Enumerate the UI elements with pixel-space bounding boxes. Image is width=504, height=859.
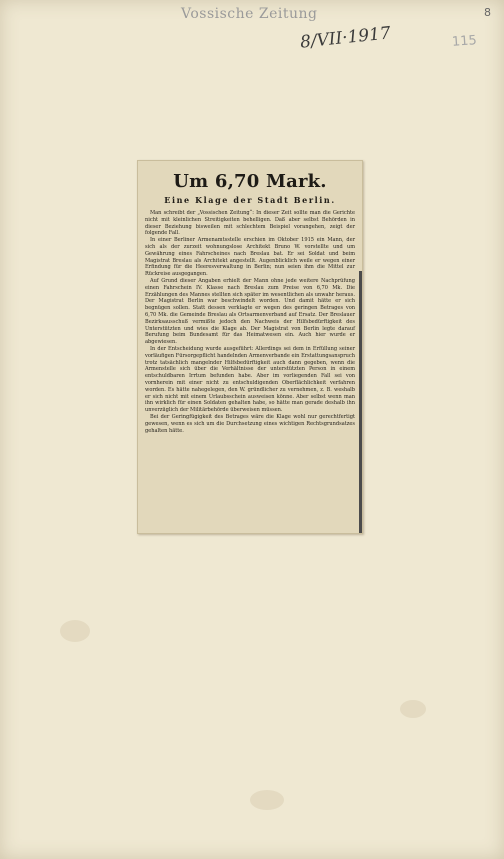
article-paragraph: Auf Grund dieser Angaben erhielt der Mann ohne jede weitere Nachprüfung einen Fahrschein IV. Klasse nach Breslau zum Preise von 6,70 Mk. Die Erzählungen des Mannes stellten sich später im wesentlichen als unwahr heraus. Der Magistrat Berlin war beschwindelt worden. Und damit hätte er sich begnügen sollen. Statt dessen verklagte er wegen des geringen Betrages von 6,70 Mk. die Gemeinde Breslau als Ortsarmenverband auf Ersatz. Der Breslauer Bezirksausschuß vermißte jedoch den Nachweis der Hilfsbedürftigkeit des Unterstützten und wies die Klage ab. Der Magistrat von Berlin legte darauf Berufung beim Bundesamt für das Heimatwesen ein. Auch hier wurde er abgewiesen. bbox=[145, 277, 355, 346]
corner-mark: 8 bbox=[484, 6, 491, 19]
handwritten-date: 8/VII·1917 bbox=[299, 23, 392, 53]
column-rule bbox=[359, 271, 362, 533]
article-body bbox=[145, 210, 355, 434]
paper-stain bbox=[400, 700, 426, 718]
paper-stain bbox=[60, 620, 90, 642]
article-subheadline: Eine Klage der Stadt Berlin. bbox=[164, 195, 336, 205]
folio-number: 115 bbox=[451, 33, 478, 50]
article-headline: Um 6,70 Mark. bbox=[173, 171, 327, 192]
article-paragraph: Man schreibt der „Vossischen Zeitung“: In dieser Zeit sollte man die Gerichte nicht mit kleinlichen Streitigkeiten behelligen. Daß aber selbst Behörden in dieser Beziehung bisweilen mit schlechtem Beispiel vorangehen, zeigt der folgende Fall. bbox=[145, 210, 355, 237]
article-paragraph: Bei der Geringfügigkeit des Betrages wäre die Klage wohl nur gerechtfertigt gewesen, wenn es sich um die Durchsetzung eines wichtigen Rechtsgrundsatzes gehalten hätte. bbox=[145, 413, 355, 434]
article-paragraph: In der Entscheidung wurde ausgeführt: Allerdings sei dem in Erfüllung seiner vorläufigen Fürsorgepflicht handelnden Armenverbande ein Erstattungsanspruch trotz tatsächlich mangelnder Hilfsbedürftigkeit auch dann gegeben, wenn die Armenstelle sich über die Verhältnisse der unterstützten Person in einem entschuldbaren Irrtum befunden habe. Aber im vorliegenden Fall sei von vornherein mit einer nicht zu entschuldigenden Oberflächlichkeit verfahren worden. Es hätte nahegelegen, den W. gründlicher zu vernehmen, z. B. weshalb er sich nicht mit einem Urlaubsschein ausweisen könne. Aber selbst wenn man ihn wirklich für einen Soldaten gehalten habe, so hätte man gerade deshalb ihn unverzüglich der Militärbehörde überweisen müssen. bbox=[145, 345, 355, 414]
paper-stain bbox=[250, 790, 284, 810]
newspaper-clipping bbox=[137, 160, 363, 534]
article-paragraph: In einer Berliner Armenamtsstelle erschien im Oktober 1915 ein Mann, der sich als der zurzeit wohnungslose Architekt Bruno W. vorstellte und um Gewährung eines Fahrscheines nach Breslau bat. Er sei Soldat und beim Magistrat Breslau als Architekt angestellt. Augenblicklich weile er wegen einer Erfindung für die Heeresverwaltung in Berlin; nun seien ihm die Mittel zur Rückreise ausgegangen. bbox=[145, 237, 355, 278]
newspaper-stamp: Vossische Zeitung bbox=[181, 6, 318, 22]
